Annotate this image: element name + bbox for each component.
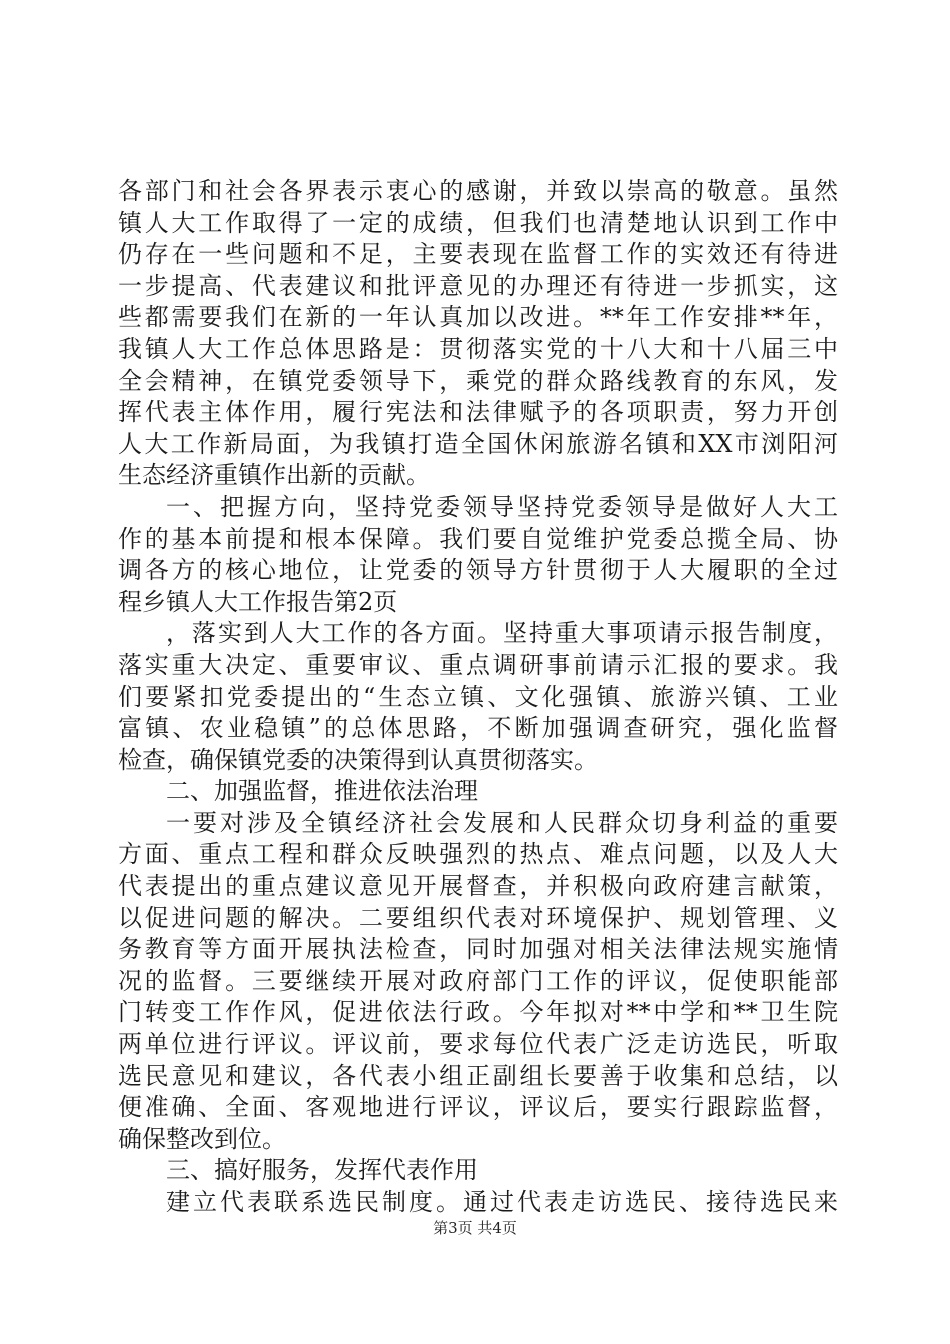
text-line: 检查，确保镇党委的决策得到认真贯彻落实。: [118, 745, 598, 774]
text-line: 挥代表主体作用，履行宪法和法律赋予的各项职责，努力开创: [118, 398, 838, 427]
text-line: 些都需要我们在新的一年认真加以改进。**年工作安排**年，: [118, 303, 838, 332]
text-line: 们要紧扣党委提出的“生态立镇、文化强镇、旅游兴镇、工业: [118, 682, 838, 711]
text-line: 务教育等方面开展执法检查，同时加强对相关法律法规实施情: [118, 935, 838, 964]
text-line: 镇人大工作取得了一定的成绩，但我们也清楚地认识到工作中: [118, 208, 838, 237]
text-line: ，落实到人大工作的各方面。坚持重大事项请示报告制度，: [166, 619, 838, 648]
text-line: 全会精神，在镇党委领导下，乘党的群众路线教育的东风，发: [118, 366, 838, 395]
text-line: 程乡镇人大工作报告第2页: [118, 587, 398, 616]
text-line: 选民意见和建议，各代表小组正副组长要善于收集和总结，以: [118, 1061, 838, 1090]
text-line: 两单位进行评议。评议前，要求每位代表广泛走访选民，听取: [118, 1030, 838, 1059]
text-line: 建立代表联系选民制度。通过代表走访选民、接待选民来: [166, 1188, 838, 1216]
text-line: 各部门和社会各界表示衷心的感谢，并致以崇高的敬意。虽然: [118, 177, 838, 205]
text-line: 调各方的核心地位，让党委的领导方针贯彻于人大履职的全过: [118, 556, 838, 585]
text-line: 况的监督。三要继续开展对政府部门工作的评议，促使职能部: [118, 966, 838, 995]
text-line: 确保整改到位。: [118, 1124, 286, 1153]
section-heading: 三、搞好服务，发挥代表作用: [166, 1156, 478, 1185]
text-line: 方面、重点工程和群众反映强烈的热点、难点问题，以及人大: [118, 840, 838, 869]
text-line: 一步提高、代表建议和批评意见的办理还有待进一步抓实，这: [118, 271, 838, 300]
section-heading: 一、把握方向，坚持党委领导坚持党委领导是做好人大工: [166, 492, 838, 521]
text-line: 代表提出的重点建议意见开展督查，并积极向政府建言献策，: [118, 872, 838, 901]
text-line: 便准确、全面、客观地进行评议，评议后，要实行跟踪监督，: [118, 1093, 838, 1122]
text-line: 人大工作新局面，为我镇打造全国休闲旅游名镇和XX市浏阳河: [118, 429, 838, 458]
text-line: 作的基本前提和根本保障。我们要自觉维护党委总揽全局、协: [118, 524, 838, 553]
page-number-label: 第3页 共4页: [433, 1219, 517, 1237]
document-body: [118, 176, 838, 1219]
text-line: 落实重大决定、重要审议、重点调研事前请示汇报的要求。我: [118, 650, 838, 679]
section-heading: 二、加强监督，推进依法治理: [166, 777, 478, 806]
text-line: 我镇人大工作总体思路是：贯彻落实党的十八大和十八届三中: [118, 334, 838, 363]
text-line: 门转变工作作风，促进依法行政。今年拟对**中学和**卫生院: [118, 998, 838, 1027]
text-line: 以促进问题的解决。二要组织代表对环境保护、规划管理、义: [118, 903, 838, 932]
text-line: 生态经济重镇作出新的贡献。: [118, 461, 430, 490]
page-footer: [0, 1218, 950, 1238]
text-line: 富镇、农业稳镇”的总体思路，不断加强调查研究，强化监督: [118, 714, 838, 743]
text-line: 一要对涉及全镇经济社会发展和人民群众切身利益的重要: [166, 808, 838, 837]
text-line: 仍存在一些问题和不足，主要表现在监督工作的实效还有待进: [118, 240, 838, 269]
